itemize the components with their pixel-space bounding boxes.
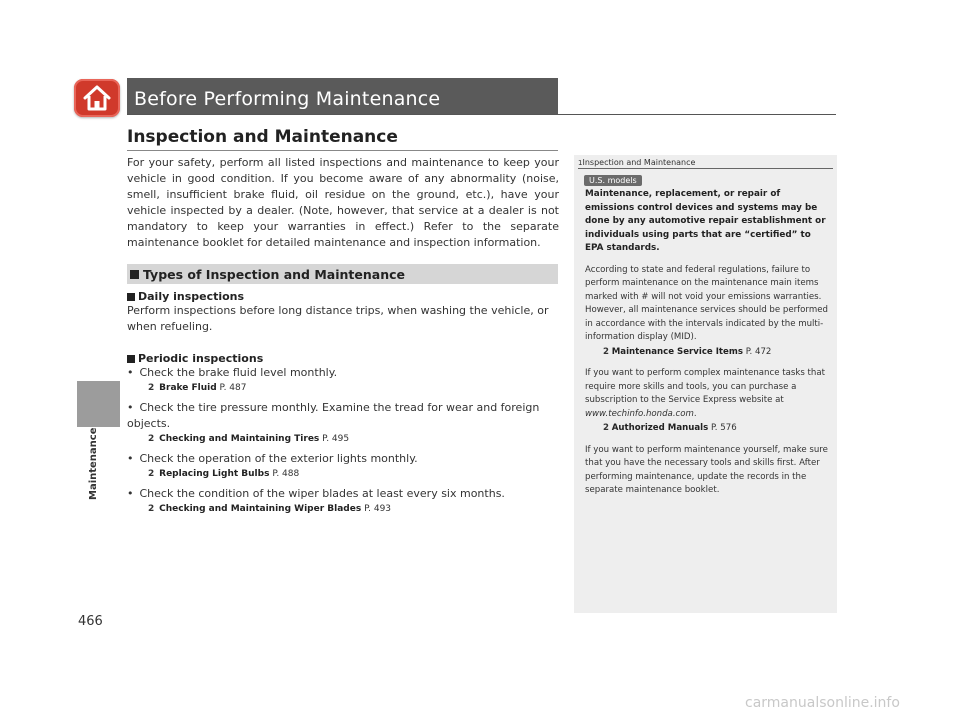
- chapter-title-bar: [127, 78, 558, 115]
- page-number: 466: [78, 614, 103, 629]
- cross-reference-link[interactable]: 2 Replacing Light Bulbs P. 488: [148, 469, 300, 479]
- chapter-tab[interactable]: [77, 381, 120, 427]
- page-title: Before Performing Maintenance: [134, 88, 441, 110]
- square-bullet-icon: [130, 270, 139, 279]
- arrow-ref-icon: 2: [148, 504, 155, 514]
- cross-reference-link[interactable]: 2 Checking and Maintaining Tires P. 495: [148, 434, 350, 444]
- section-divider: [127, 150, 558, 151]
- types-heading-bar: [127, 264, 558, 284]
- square-bullet-icon: [127, 293, 135, 301]
- watermark: carmanualsonline.info: [745, 695, 900, 711]
- sidebar-heading: 1Inspection and Maintenance: [578, 158, 696, 167]
- types-heading: Types of Inspection and Maintenance: [143, 266, 405, 282]
- cross-reference-link[interactable]: 2 Maintenance Service Items P. 472: [603, 346, 772, 357]
- arrow-ref-icon: 2: [603, 346, 609, 357]
- section-title: Inspection and Maintenance: [127, 127, 398, 147]
- cross-reference-link[interactable]: 2 Checking and Maintaining Wiper Blades P. 493: [148, 504, 392, 514]
- periodic-inspections-block: [127, 352, 559, 516]
- list-item: • Check the operation of the exterior lights monthly.: [127, 451, 559, 467]
- side-chapter-label: Maintenance: [88, 427, 99, 500]
- home-icon: [82, 85, 112, 111]
- list-item: • Check the brake fluid level monthly.: [127, 365, 559, 381]
- arrow-ref-icon: 2: [603, 423, 609, 433]
- home-button[interactable]: [74, 79, 120, 117]
- cross-reference-link[interactable]: 2 Brake Fluid P. 487: [148, 383, 247, 393]
- periodic-heading: Periodic inspections: [127, 352, 559, 365]
- cross-reference-link[interactable]: 2 Authorized Manuals P. 576: [603, 423, 737, 433]
- arrow-ref-icon: 2: [148, 383, 155, 393]
- intro-paragraph: For your safety, perform all listed inspections and maintenance to keep your vehicle in good condition. If you become aware of any abnormality (noise, smell, insufficient brake fluid, oil residue on the ground, etc.), have your vehicle inspected by a dealer. (Note, however, that service at a dealer is not mandatory to keep your warranties in effect.) Refer to the separate maintenance booklet for detailed maintenance and inspection information.: [127, 156, 559, 249]
- sidebar-paragraph: If you want to perform maintenance yourself, make sure that you have the necessary tools and skills first. After performing maintenance, update the records in the separate maintenance booklet.: [585, 444, 828, 495]
- sidebar-divider: [578, 168, 833, 169]
- arrow-ref-icon: 2: [148, 434, 155, 444]
- square-bullet-icon: [127, 355, 135, 363]
- daily-heading: Daily inspections: [127, 290, 559, 303]
- daily-inspections-block: [127, 290, 559, 335]
- emissions-note: Maintenance, replacement, or repair of emissions control devices and systems may be done by any automotive repair establishment or individuals using parts that are “certified” to EPA standards.: [585, 189, 826, 253]
- sidebar-paragraph: According to state and federal regulations, failure to perform maintenance on the maintenance main items marked with # will not void your emissions warranties. However, all maintenance services should be performed in accordance with the intervals indicated by the multi-information display (MID).: [585, 264, 828, 342]
- title-divider: [127, 114, 836, 115]
- list-item: • Check the condition of the wiper blades at least every six months.: [127, 486, 559, 502]
- arrow-ref-icon: 2: [148, 469, 155, 479]
- sidebar-body: [585, 188, 830, 506]
- sidebar-note: [574, 155, 837, 613]
- list-item: • Check the tire pressure monthly. Examine the tread for wear and foreign objects.: [127, 400, 559, 432]
- sidebar-paragraph: If you want to perform complex maintenance tasks that require more skills and tools, you can purchase a subscription to the Service Express website at www.techinfo.honda.com.: [585, 368, 825, 419]
- website-link[interactable]: www.techinfo.honda.com: [585, 408, 694, 419]
- daily-text: Perform inspections before long distance trips, when washing the vehicle, or when refueling.: [127, 304, 549, 333]
- region-badge: U.S. models: [584, 175, 642, 186]
